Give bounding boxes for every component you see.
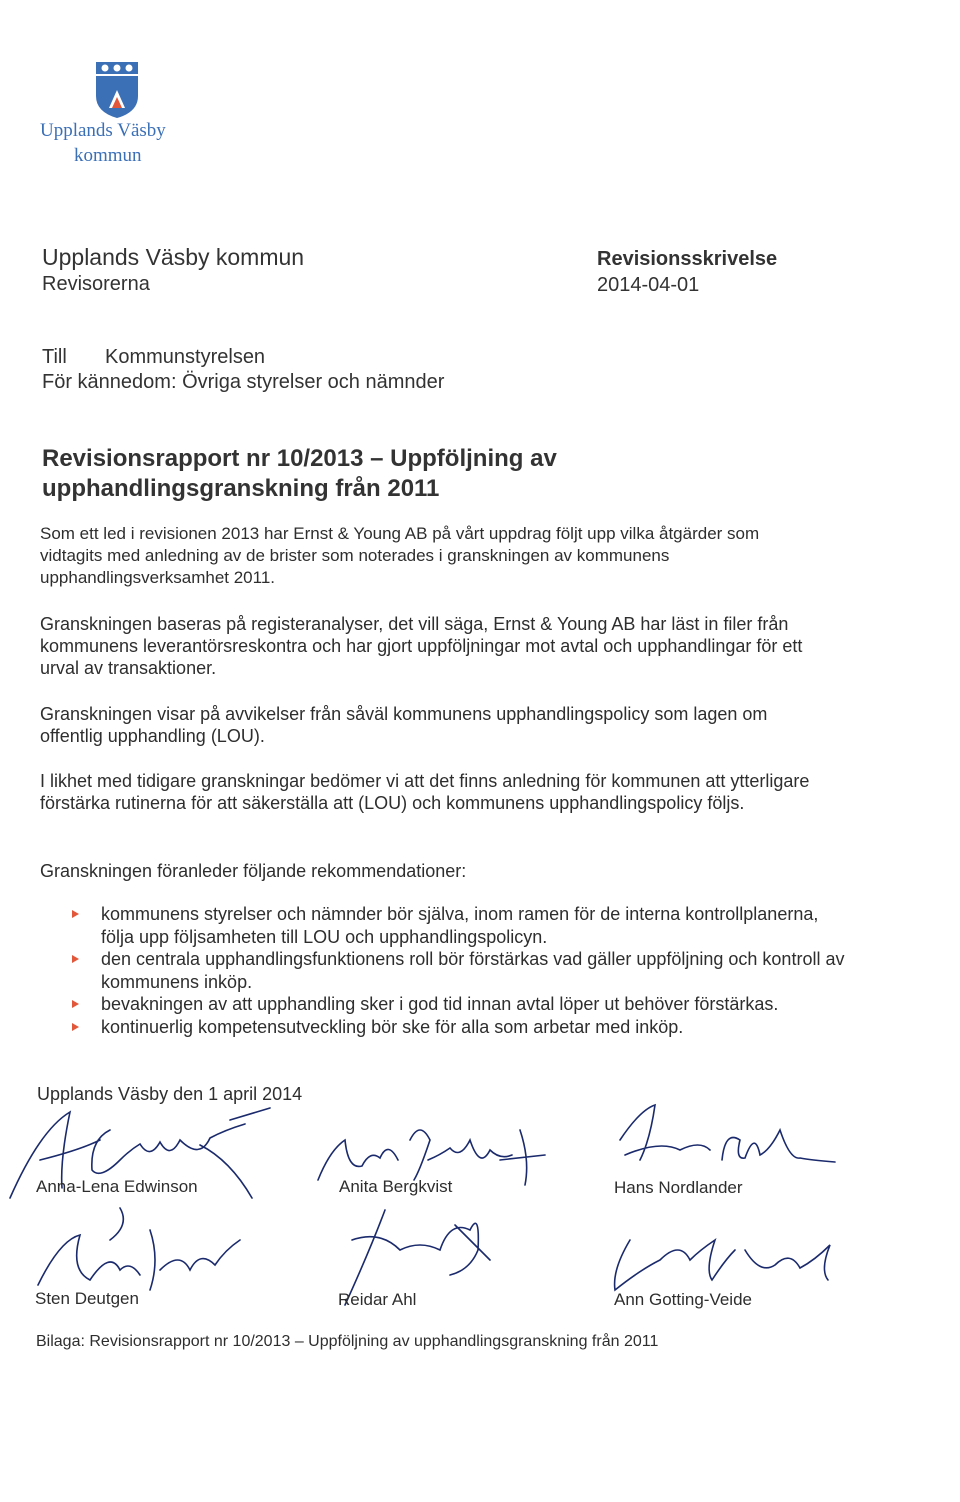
signatures-handwritten [0, 1100, 960, 1330]
signatory-name: Anna-Lena Edwinson [36, 1177, 198, 1196]
document-type: Revisionsskrivelse [597, 248, 778, 270]
coat-of-arms-icon [92, 60, 142, 120]
org-unit: Revisorerna [42, 273, 150, 295]
paragraph-assessment: I likhet med tidigare granskningar bedömer vi att det finns anledning för kommunen att ytterligare förstärka rutinerna för att säkerställa att (LOU) och kommunens upphandlingspolicy följs. [40, 771, 810, 813]
title-line-2: upphandlingsgranskning från 2011 [42, 475, 440, 502]
paragraph-findings: Granskningen visar på avvikelser från såväl kommunens upphandlingspolicy som lagen om offentlig upphandling (LOU). [40, 704, 768, 746]
list-item: kommunens styrelser och nämnder bör själva, inom ramen för de interna kontrollplanerna, följa upp följsamheten till LOU och upphandlingspolicyn. [70, 903, 850, 948]
recommendations-list [70, 903, 850, 1038]
org-name: Upplands Väsby kommun [42, 244, 305, 270]
paragraph-intro: Som ett led i revisionen 2013 har Ernst & Young AB på vårt uppdrag följt upp vilka åtgärder som vidtagits med anledning av de brister som noterades i granskningen av kommunens upphandlingsverksamhet 2011. [40, 524, 760, 587]
document-title [42, 444, 802, 504]
document-date: 2014-04-01 [597, 274, 700, 296]
list-item: kontinuerlig kompetensutveckling bör ske för alla som arbetar med inköp. [70, 1016, 850, 1039]
attachment-note: Bilaga: Revisionsrapport nr 10/2013 – Uppföljning av upphandlingsgranskning från 2011 [36, 1333, 659, 1350]
logo-text-line1: Upplands Väsby [40, 120, 166, 141]
cc-line: För kännedom: Övriga styrelser och nämnder [42, 371, 445, 393]
paragraph-method: Granskningen baseras på registeranalyser, det vill säga, Ernst & Young AB har läst in filer från kommunens leverantörsreskontra och har gjort uppföljningar mot avtal och upphandlingar för ett urval av transaktioner. [40, 614, 803, 678]
signatory-name: Sten Deutgen [35, 1289, 139, 1308]
to-label: Till [42, 346, 67, 368]
list-item: den centrala upphandlingsfunktionens roll bör förstärkas vad gäller uppföljning och kontroll av kommunens inköp. [70, 948, 850, 993]
place-date: Upplands Väsby den 1 april 2014 [37, 1084, 303, 1104]
logo-text-line2: kommun [74, 145, 142, 166]
signatory-name: Anita Bergkvist [339, 1177, 453, 1196]
to-value: Kommunstyrelsen [105, 346, 266, 368]
paragraph-recommendations-lead: Granskningen föranleder följande rekommendationer: [40, 861, 467, 881]
list-item: bevakningen av att upphandling sker i god tid innan avtal löper ut behöver förstärkas. [70, 993, 850, 1016]
signatory-name: Ann Gotting-Veide [614, 1290, 752, 1309]
signatory-name: Reidar Ahl [338, 1290, 417, 1309]
signatory-name: Hans Nordlander [614, 1178, 743, 1197]
sender-block [42, 244, 304, 298]
recipients-block [42, 345, 444, 395]
title-line-1: Revisionsrapport nr 10/2013 – Uppföljning av [42, 445, 557, 472]
